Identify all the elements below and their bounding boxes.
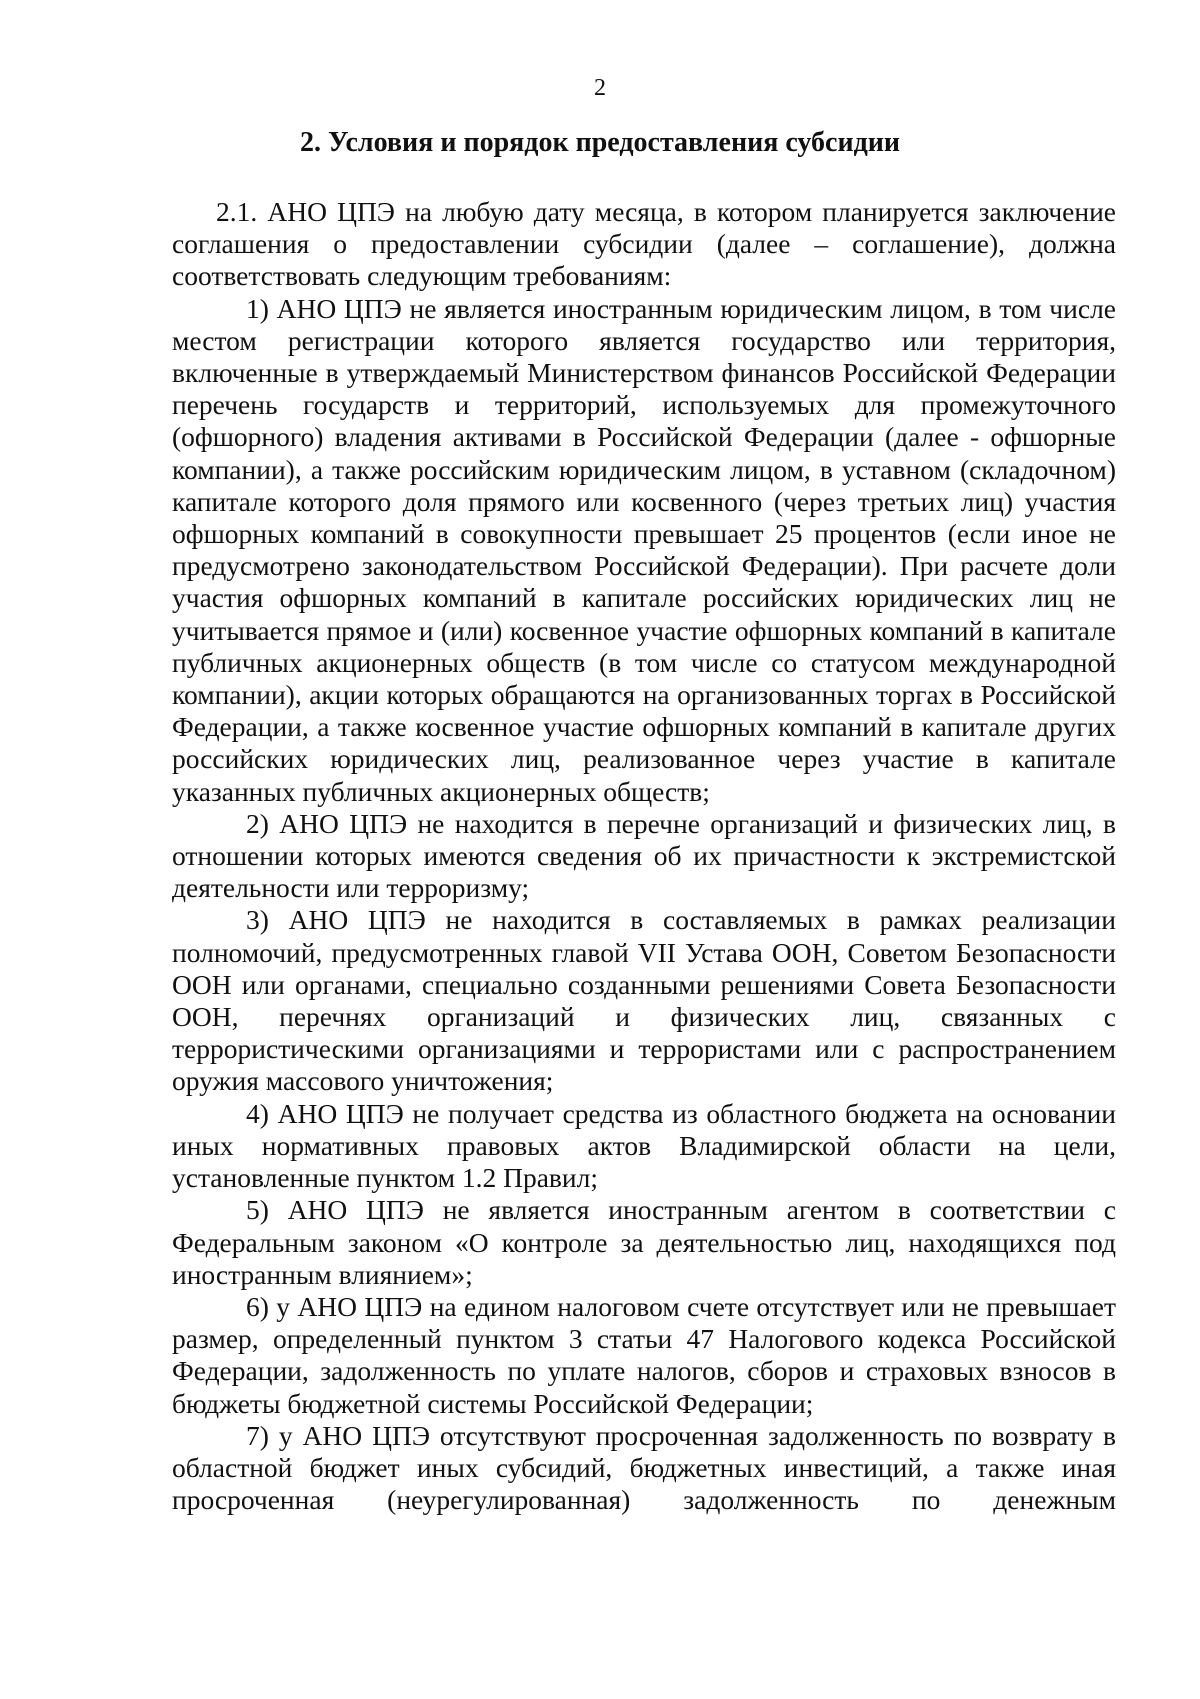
list-item-3: 3) АНО ЦПЭ не находится в составляемых в рамках реализации полномочий, предусмотренных главой VII Устава ООН, Советом Безопасности ООН или органами, специально созданными решениями Совета Безопасности ООН, перечнях организаций и физических лиц, связанных с террористическими организациями и террористами или с распространением оружия массового уничтожения; — [172, 904, 1116, 1097]
document-body — [172, 196, 1116, 1516]
paragraph-2-1: 2.1. АНО ЦПЭ на любую дату месяца, в котором планируется заключение соглашения о предоставлении субсидии (далее – соглашение), должна соответствовать следующим требованиям: — [172, 196, 1116, 292]
list-item-1: 1) АНО ЦПЭ не является иностранным юридическим лицом, в том числе местом регистрации которого является государство или территория, включенные в утверждаемый Министерством финансов Российской Федерации перечень государств и территорий, используемых для промежуточного (офшорного) владения активами в Российской Федерации (далее - офшорные компании), а также российским юридическим лицом, в уставном (складочном) капитале которого доля прямого или косвенного (через третьих лиц) участия офшорных компаний в совокупности превышает 25 процентов (если иное не предусмотрено законодательством Российской Федерации). При расчете доли участия офшорных компаний в капитале российских юридических лиц не учитывается прямое и (или) косвенное участие офшорных компаний в капитале публичных акционерных обществ (в том числе со статусом международной компании), акции которых обращаются на организованных торгах в Российской Федерации, а также косвенное участие офшорных компаний в капитале других российских юридических лиц, реализованное через участие в капитале указанных публичных акционерных обществ; — [172, 292, 1116, 807]
list-item-2: 2) АНО ЦПЭ не находится в перечне организаций и физических лиц, в отношении которых имеются сведения об их причастности к экстремистской деятельности или терроризму; — [172, 807, 1116, 904]
list-item-5: 5) АНО ЦПЭ не является иностранным агентом в соответствии с Федеральным законом «О контроле за деятельностью лиц, находящихся под иностранным влиянием»; — [172, 1194, 1116, 1290]
list-item-7: 7) у АНО ЦПЭ отсутствуют просроченная задолженность по возврату в областной бюджет иных субсидий, бюджетных инвестиций, а также иная просроченная (неурегулированная) задолженность по денежным — [172, 1419, 1116, 1516]
list-item-4: 4) АНО ЦПЭ не получает средства из областного бюджета на основании иных нормативных правовых актов Владимирской области на цели, установленные пунктом 1.2 Правил; — [172, 1097, 1116, 1194]
page-number: 2 — [594, 75, 606, 101]
section-title: 2. Условия и порядок предоставления субсидии — [299, 127, 901, 158]
list-item-6: 6) у АНО ЦПЭ на едином налоговом счете отсутствует или не превышает размер, определенный пунктом 3 статьи 47 Налогового кодекса Российской Федерации, задолженность по уплате налогов, сборов и страховых взносов в бюджеты бюджетной системы Российской Федерации; — [172, 1290, 1116, 1419]
